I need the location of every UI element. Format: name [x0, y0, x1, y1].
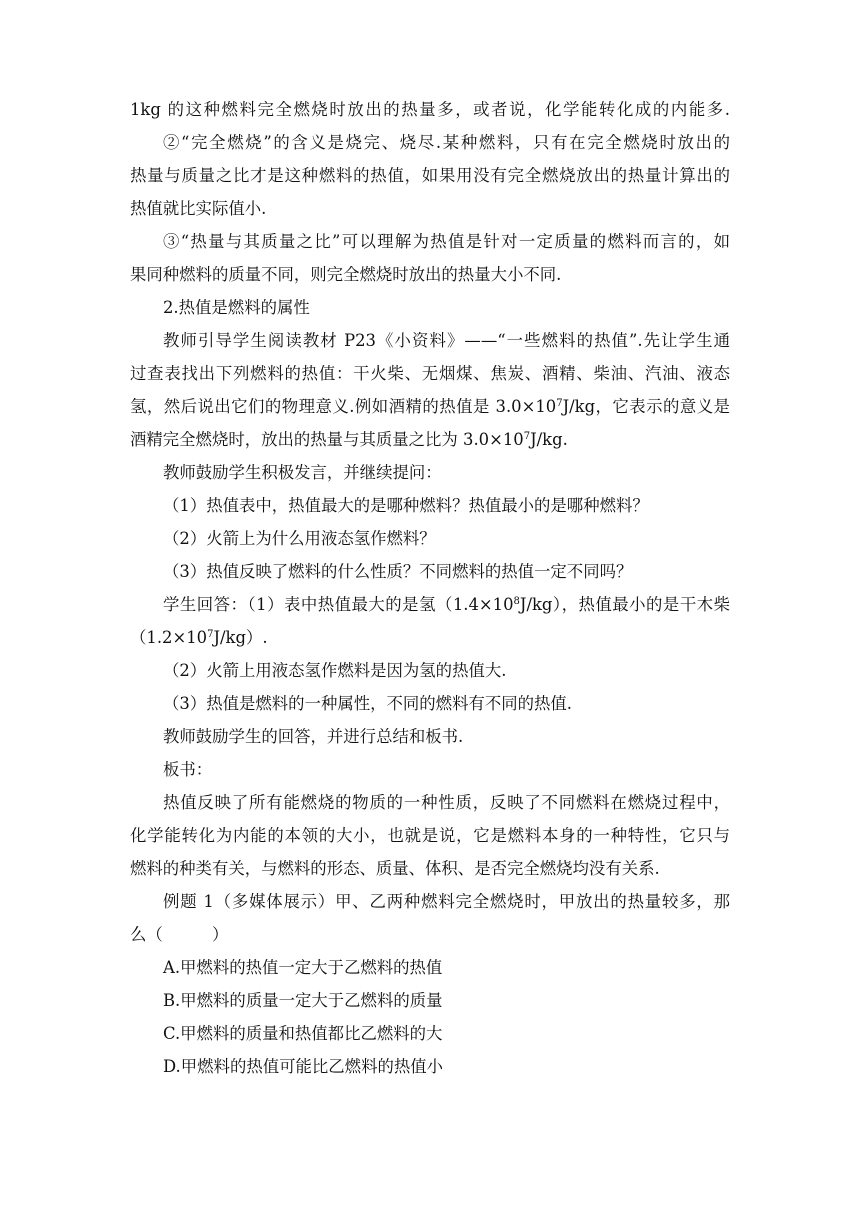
superscript-exponent: 8	[513, 596, 520, 607]
text-part: （1.2×10	[130, 628, 208, 647]
text-line: 化学能转化为内能的本领的大小，也就是说，它是燃料本身的一种特性，它只与	[130, 826, 730, 845]
board-label: 板书：	[163, 760, 213, 779]
answer-item: （3）热值是燃料的一种属性，不同的燃料有不同的热值.	[163, 694, 573, 713]
text-line: 教师引导学生阅读教材 P23《小资料》——“一些燃料的热值”.先让学生通	[163, 331, 730, 350]
text-line	[0, 390, 730, 423]
text-line: 教师鼓励学生的回答，并进行总结和板书.	[163, 727, 464, 746]
text-part: 氢，然后说出它们的物理意义.例如酒精的热值是 3.0×10	[130, 397, 557, 416]
choice-option-b: B.甲燃料的质量一定大于乙燃料的质量	[163, 991, 443, 1010]
choice-option-c: C.甲燃料的质量和热值都比乙燃料的大	[163, 1024, 443, 1043]
text-part: J/kg，它表示的意义是	[562, 397, 730, 416]
document-body	[0, 93, 860, 1083]
choice-option-a: A.甲燃料的热值一定大于乙燃料的热值	[163, 958, 443, 977]
text-line	[0, 621, 860, 654]
question-item: （1）热值表中，热值最大的是哪种燃料？热值最小的是哪种燃料？	[163, 496, 649, 515]
text-part: J/kg）.	[213, 628, 268, 647]
superscript-exponent: 7	[523, 431, 531, 442]
text-line: ②“完全燃烧”的含义是烧完、烧尽.某种燃料，只有在完全燃烧时放出的	[163, 133, 730, 152]
answer-item: （2）火箭上用液态氢作燃料是因为氢的热值大.	[163, 661, 507, 680]
superscript-exponent: 7	[556, 398, 563, 409]
text-part: J/kg.	[530, 430, 568, 449]
question-item: （3）热值反映了燃料的什么性质？不同燃料的热值一定不同吗？	[163, 562, 633, 581]
text-line: 燃料的种类有关，与燃料的形态、质量、体积、是否完全燃烧均没有关系.	[130, 859, 660, 878]
text-line: ③“热量与其质量之比”可以理解为热值是针对一定质量的燃料而言的，如	[163, 232, 730, 251]
text-line: 热量与质量之比才是这种燃料的热值，如果用没有完全燃烧放出的热量计算出的	[130, 166, 730, 185]
choice-option-d: D.甲燃料的热值可能比乙燃料的热值小	[163, 1057, 444, 1076]
text-line: 过查表找出下列燃料的热值：干火柴、无烟煤、焦炭、酒精、柴油、汽油、液态	[130, 364, 730, 383]
text-part: 酒精完全燃烧时，放出的热量与其质量之比为 3.0×10	[130, 430, 524, 449]
section-heading: 2.热值是燃料的属性	[163, 298, 310, 317]
text-line: 果同种燃料的质量不同，则完全燃烧时放出的热量大小不同.	[130, 265, 562, 284]
text-line: 热值反映了所有能燃烧的物质的一种性质，反映了不同燃料在燃烧过程中，	[163, 793, 730, 812]
text-line: 么（ ）	[130, 925, 229, 944]
text-part: 学生回答：（1）表中热值最大的是氢（1.4×10	[163, 595, 514, 614]
text-line: 1kg 的这种燃料完全燃烧时放出的热量多，或者说，化学能转化成的内能多.	[130, 100, 730, 119]
text-line: 教师鼓励学生积极发言，并继续提问：	[163, 463, 442, 482]
example-question: 例题 1（多媒体展示）甲、乙两种燃料完全燃烧时，甲放出的热量较多，那	[163, 892, 730, 911]
text-line: 热值就比实际值小.	[130, 199, 267, 218]
text-line	[0, 588, 730, 621]
text-part: J/kg），热值最小的是干木柴	[519, 595, 730, 614]
superscript-exponent: 7	[207, 629, 214, 640]
question-item: （2）火箭上为什么用液态氢作燃料？	[163, 529, 436, 548]
text-line	[0, 423, 860, 456]
